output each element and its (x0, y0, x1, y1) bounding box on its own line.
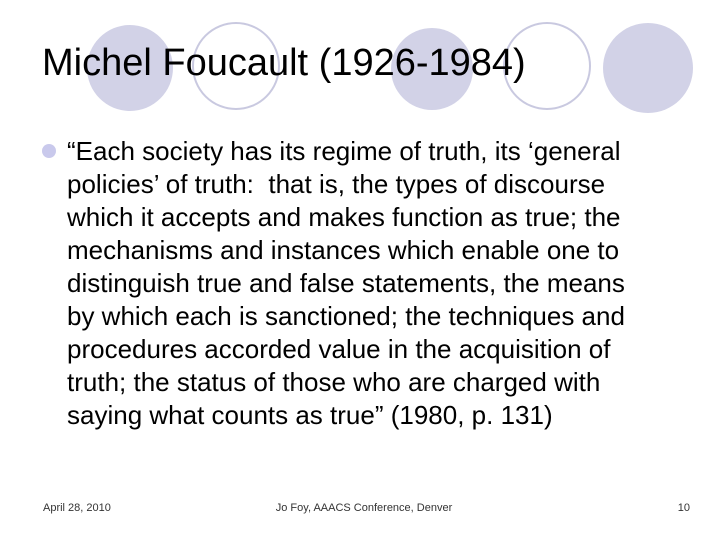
bullet-item (42, 135, 702, 432)
quote-line: saying what counts as true” (1980, p. 131) (67, 400, 553, 430)
footer-page-number: 10 (677, 502, 690, 514)
footer-credit: Jo Foy, AAACS Conference, Denver (275, 502, 453, 514)
footer-date: April 28, 2010 (43, 502, 111, 514)
quote-line: mechanisms and instances which enable one to (67, 235, 620, 265)
quote-line: distinguish true and false statements, the means (67, 268, 625, 298)
quote-line: truth; the status of those who are charged with (67, 367, 601, 397)
quote-text (67, 135, 625, 432)
bullet-icon (42, 144, 56, 158)
slide-title: Michel Foucault (1926-1984) (42, 42, 526, 84)
quote-line: policies’ of truth: that is, the types of discourse (67, 169, 606, 199)
quote-line: “Each society has its regime of truth, its ‘general (67, 136, 621, 166)
slide-footer (0, 502, 728, 516)
filled-circle-decoration (603, 23, 693, 113)
quote-line: procedures accorded value in the acquisition of (67, 334, 611, 364)
quote-line: by which each is sanctioned; the techniques and (67, 301, 625, 331)
quote-line: which it accepts and makes function as true; the (67, 202, 621, 232)
